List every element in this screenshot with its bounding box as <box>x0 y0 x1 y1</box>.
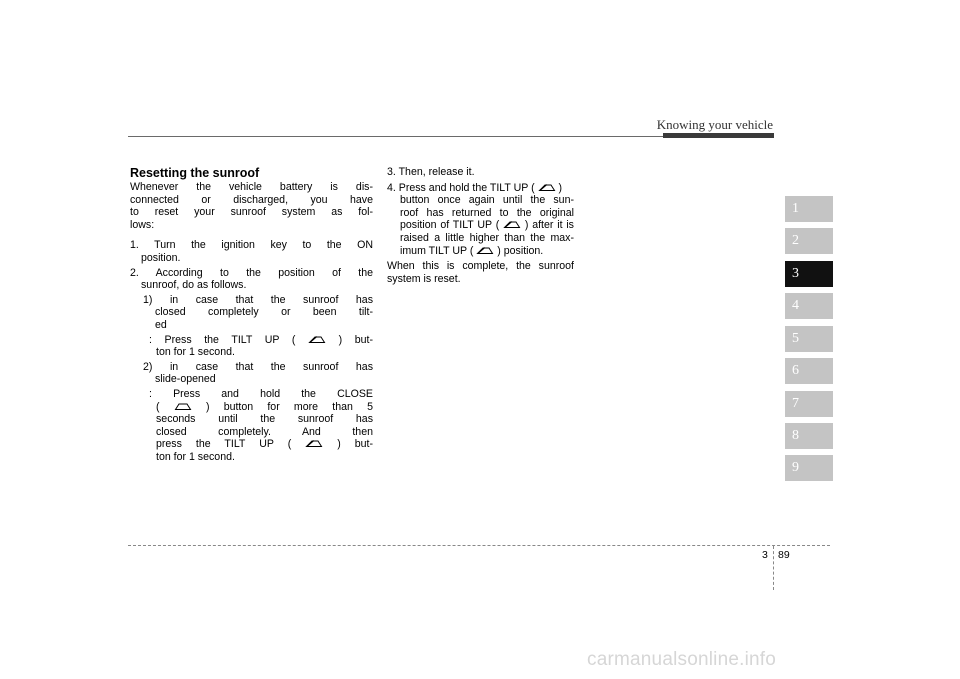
case-1: 1) in case that the sunroof has closed completely or been tilt- ed <box>143 293 373 331</box>
conclusion-paragraph: When this is complete, the sunroof system is reset. <box>387 260 574 285</box>
chapter-tab-6[interactable]: 6 <box>785 358 833 384</box>
left-column <box>130 166 373 463</box>
right-column <box>387 166 574 285</box>
tilt-up-icon <box>476 245 494 255</box>
case-1-action: : Press the TILT UP ( ) but- ton for 1 second. <box>149 333 373 359</box>
footer-divider <box>773 546 774 590</box>
case-2-action: : Press and hold the CLOSE ( ) button for more than 5 seconds until the sunroof has closed completely. And then press the TILT UP ( ) but- ton for 1 second. <box>149 387 373 463</box>
watermark: carmanualsonline.info <box>587 649 777 670</box>
close-icon <box>174 401 192 411</box>
chapter-tab-1[interactable]: 1 <box>785 196 833 222</box>
case-2: 2) in case that the sunroof has slide-opened <box>143 360 373 386</box>
running-header: Knowing your vehicle <box>656 117 773 132</box>
chapter-tab-4[interactable]: 4 <box>785 293 833 319</box>
chapter-tab-9[interactable]: 9 <box>785 455 833 481</box>
step-2: 2. According to the position of the sunroof, do as follows. <box>130 266 373 292</box>
tilt-up-icon <box>308 334 326 344</box>
tilt-up-icon <box>305 438 323 448</box>
header-rule <box>128 136 663 137</box>
footer-rule <box>128 545 830 546</box>
chapter-tab-8[interactable]: 8 <box>785 423 833 449</box>
page-chapter-number: 3 <box>762 549 768 561</box>
intro-paragraph: Whenever the vehicle battery is dis- connected or discharged, you have to reset your sunroof system as fol- lows: <box>130 181 373 231</box>
step-3: 3. Then, release it. <box>387 166 475 178</box>
page-number: 89 <box>778 549 790 561</box>
chapter-tab-3[interactable]: 3 <box>785 261 833 287</box>
header-rule-accent <box>663 133 774 138</box>
section-heading: Resetting the sunroof <box>130 166 260 180</box>
chapter-tab-7[interactable]: 7 <box>785 391 833 417</box>
step-1: 1. Turn the ignition key to the ON position. <box>130 239 373 264</box>
step-4: 4. Press and hold the TILT UP ( ) button once again until the sun- roof has returned to the original position of TILT UP ( ) after it is raised a little higher than the max- imum TILT UP ( ) position. <box>387 181 574 257</box>
chapter-tab-2[interactable]: 2 <box>785 228 833 254</box>
tilt-up-icon <box>503 219 521 229</box>
tilt-up-icon <box>538 182 556 192</box>
chapter-tab-5[interactable]: 5 <box>785 326 833 352</box>
